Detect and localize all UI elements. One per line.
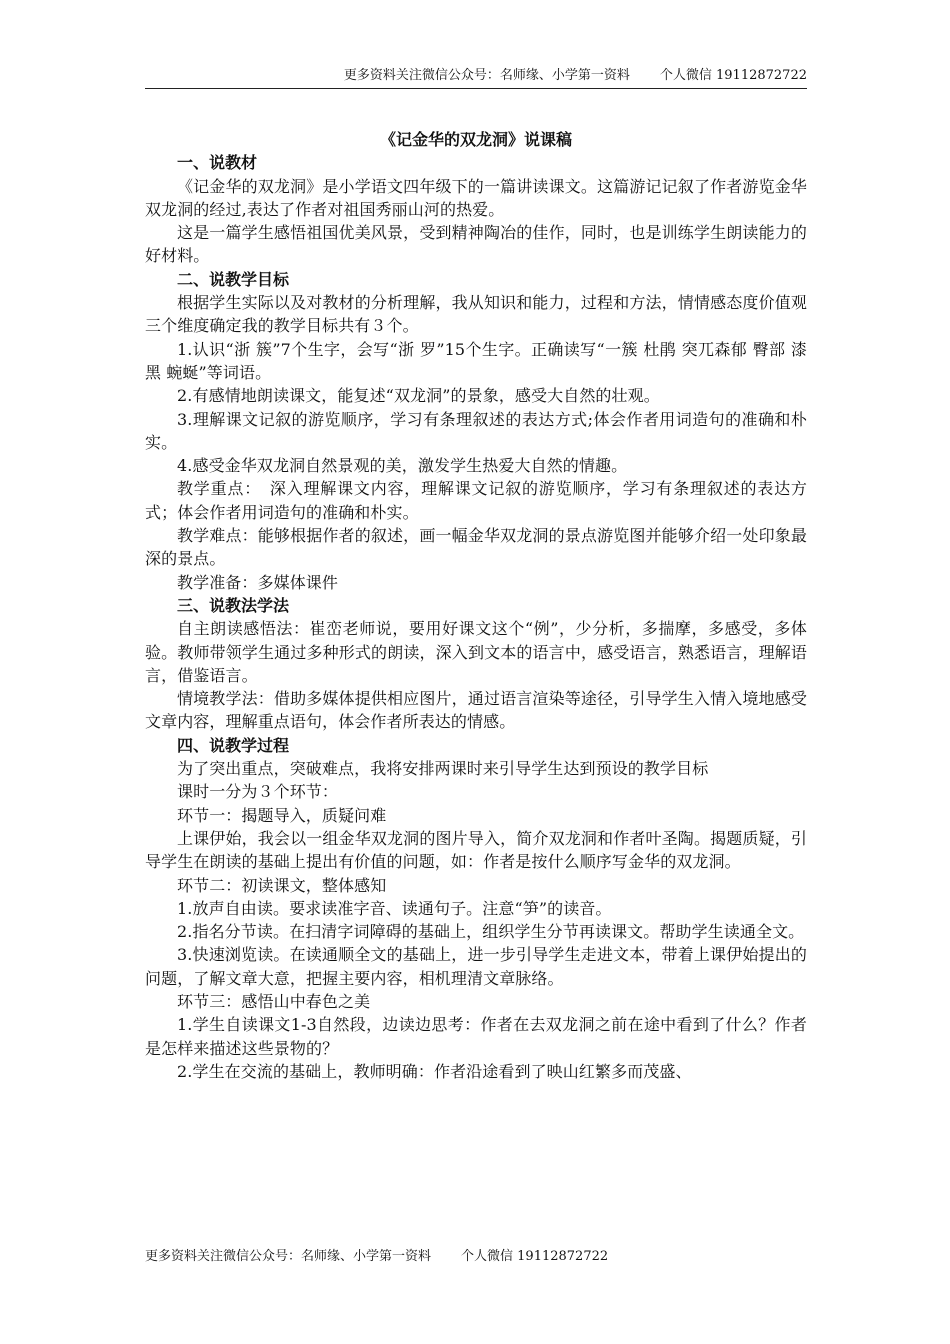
paragraph: 1.放声自由读。要求读准字音、读通句子。注意“笋”的读音。: [177, 898, 612, 918]
header-source-text: 更多资料关注微信公众号：名师缘、小学第一资料: [343, 68, 630, 83]
header-rule: [145, 88, 807, 89]
paragraph: 环节三：感悟山中春色之美: [177, 991, 371, 1011]
paragraph: 环节二：初读课文，整体感知: [177, 875, 387, 895]
document-content: [145, 151, 807, 1083]
paragraph: 2.有感情地朗读课文，能复述“双龙洞”的景象，感受大自然的壮观。: [177, 386, 660, 406]
section-heading: 三、说教法学法: [177, 595, 290, 615]
paragraph: 1.认识“浙 簇”7个生字，会写“浙 罗”15个生字。正确读写“一簇 杜鹃 突兀森郁 臀部 漆黑 蜿蜒”等词语。: [145, 339, 807, 382]
paragraph: 环节一：揭题导入，质疑问难: [177, 805, 387, 825]
paragraph: 《记金华的双龙洞》是小学语文四年级下的一篇讲读课文。这篇游记记叙了作者游览金华双龙洞的经过,表达了作者对祖国秀丽山河的热爱。: [145, 176, 807, 219]
section-heading: 二、说教学目标: [177, 269, 290, 289]
paragraph: 3.理解课文记叙的游览顺序，学习有条理叙述的表达方式;体会作者用词造句的准确和朴实。: [145, 409, 807, 452]
footer-wechat-text: 个人微信 19112872722: [461, 1249, 609, 1264]
section-heading: 四、说教学过程: [177, 735, 290, 755]
header-wechat-text: 个人微信 19112872722: [659, 68, 807, 83]
paragraph: 为了突出重点，突破难点，我将安排两课时来引导学生达到预设的教学目标: [177, 759, 709, 779]
page-footer: [145, 1248, 608, 1266]
paragraph: 根据学生实际以及对教材的分析理解，我从知识和能力，过程和方法，情情感态度价值观三个维度确定我的教学目标共有３个。: [145, 293, 807, 336]
document-body: [145, 128, 807, 1083]
paragraph: 2.学生在交流的基础上，教师明确：作者沿途看到了映山红繁多而茂盛、: [177, 1061, 692, 1081]
section-heading: 一、说教材: [177, 153, 258, 173]
paragraph: 教学重点： 深入理解课文内容，理解课文记叙的游览顺序，学习有条理叙述的表达方式；体会作者用词造句的准确和朴实。: [145, 479, 807, 522]
paragraph: 自主朗读感悟法：崔峦老师说，要用好课文这个“例”，少分析，多揣摩，多感受，多体验。教师带领学生通过多种形式的朗读，深入到文本的语言中，感受语言，熟悉语言，理解语言，借鉴语言。: [145, 619, 807, 685]
document-title: 《记金华的双龙洞》说课稿: [379, 130, 572, 149]
paragraph: 教学难点：能够根据作者的叙述，画一幅金华双龙洞的景点游览图并能够介绍一处印象最深的景点。: [145, 526, 807, 569]
paragraph: 2.指名分节读。在扫清字词障碍的基础上，组织学生分节再读课文。帮助学生读通全文。: [177, 922, 805, 942]
paragraph: 课时一分为３个环节：: [177, 782, 339, 802]
paragraph: 上课伊始，我会以一组金华双龙洞的图片导入，简介双龙洞和作者叶圣陶。揭题质疑，引导学生在朗读的基础上提出有价值的问题，如：作者是按什么顺序写金华的双龙洞。: [145, 828, 807, 872]
paragraph: 4.感受金华双龙洞自然景观的美，激发学生热爱大自然的情趣。: [177, 456, 628, 476]
paragraph: 教学准备：多媒体课件: [177, 572, 339, 592]
page-header: [145, 67, 807, 85]
paragraph: 这是一篇学生感悟祖国优美风景，受到精神陶冶的佳作，同时，也是训练学生朗读能力的好材料。: [145, 223, 807, 266]
paragraph: 情境教学法：借助多媒体提供相应图片，通过语言渲染等途径，引导学生入情入境地感受文章内容，理解重点语句，体会作者所表达的情感。: [145, 689, 807, 732]
paragraph: 3.快速浏览读。在读通顺全文的基础上，进一步引导学生走进文本，带着上课伊始提出的问题，了解文章大意，把握主要内容，相机理清文章脉络。: [145, 945, 807, 988]
paragraph: 1.学生自读课文1-3自然段，边读边思考：作者在去双龙洞之前在途中看到了什么？作者是怎样来描述这些景物的？: [145, 1015, 807, 1058]
footer-source-text: 更多资料关注微信公众号：名师缘、小学第一资料: [145, 1249, 432, 1264]
